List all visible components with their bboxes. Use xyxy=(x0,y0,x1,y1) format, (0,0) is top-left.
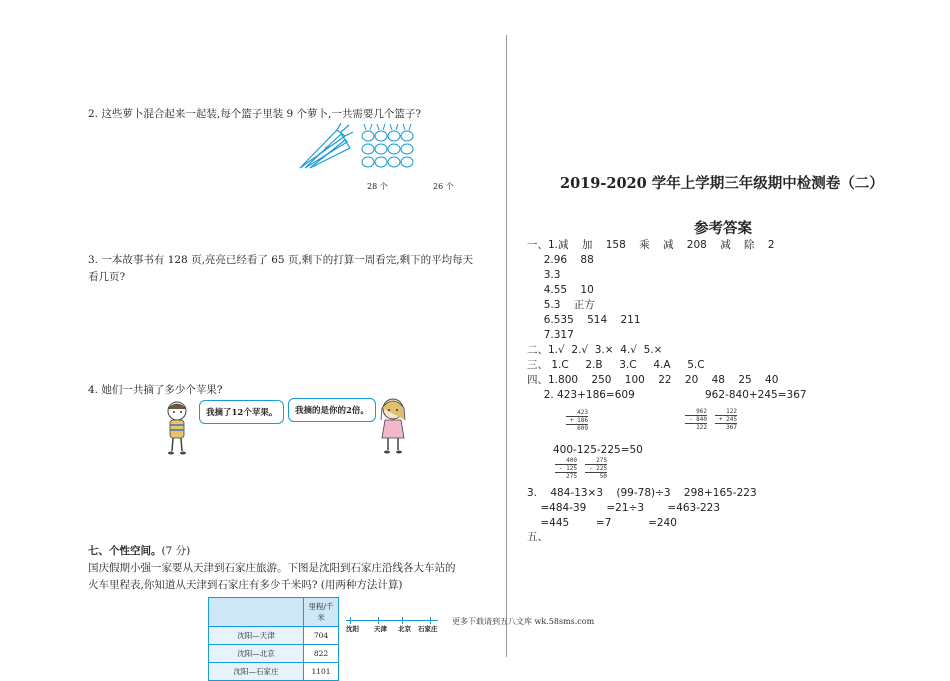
table-row xyxy=(209,663,339,681)
answer-section-5: 五、 xyxy=(527,531,548,543)
route-diagram xyxy=(346,612,438,642)
route-tick xyxy=(378,617,379,624)
table-km: 704 xyxy=(304,627,339,645)
answer-line: 2.96 88 xyxy=(527,254,594,266)
speech-bubble-left: 我摘了12个苹果。 xyxy=(199,400,284,424)
table-row xyxy=(209,645,339,663)
radish-illustration xyxy=(358,122,416,172)
vert-line: 122 xyxy=(685,423,707,431)
vert-line: 50 xyxy=(585,472,607,480)
route-label: 石家庄 xyxy=(418,625,438,633)
vert-line: 423 xyxy=(577,409,588,416)
section-7-points: (7 分) xyxy=(161,545,191,557)
carrot-illustration xyxy=(297,122,355,172)
vert-line: - 840 xyxy=(685,415,707,423)
route-label: 北京 xyxy=(398,625,411,633)
answer-line: 2. 423+186=609 xyxy=(527,389,635,401)
table-route: 沈阳—北京 xyxy=(209,645,304,663)
answer-line: 二、1.√ 2.√ 3.× 4.√ 5.× xyxy=(527,344,663,356)
vert-line: + 186 xyxy=(566,416,588,424)
section-7-heading: 七、个性空间。 xyxy=(88,545,162,557)
answer-key-heading: 参考答案 xyxy=(694,220,752,237)
answer-line: =445 =7 =240 xyxy=(527,517,677,529)
answer-line: 4.55 10 xyxy=(527,284,594,296)
table-km: 1101 xyxy=(304,663,339,681)
table-route: 沈阳—天津 xyxy=(209,627,304,645)
answer-line: =484-39 =21÷3 =463-223 xyxy=(527,502,721,514)
vertical-calc-c2 xyxy=(585,457,607,480)
vert-line: 367 xyxy=(715,423,737,431)
vertical-calc-a xyxy=(566,409,588,432)
route-tick xyxy=(350,617,351,624)
girl-right-illustration xyxy=(374,396,412,456)
carrot-count-label: 28 个 xyxy=(367,182,388,191)
vert-line: 122 xyxy=(726,408,737,415)
answer-line: 5.3 正方 xyxy=(527,299,595,311)
speech-bubble-right: 我摘的是你的2倍。 xyxy=(288,398,376,422)
answer-equation-2b: 962-840+245=367 xyxy=(705,389,807,401)
answer-line: 6.535 514 211 xyxy=(527,314,641,326)
answer-equation-3: 400-125-225=50 xyxy=(553,444,643,456)
question-3-line-2: 看几页? xyxy=(88,271,126,283)
answer-line: 3. 484-13×3 (99-78)÷3 298+165-223 xyxy=(527,487,757,499)
section-7 xyxy=(88,543,456,594)
table-header-km: 里程/千米 xyxy=(304,598,339,627)
answer-line: 7.317 xyxy=(527,329,574,341)
footer-watermark: 更多下载请到五八文库 wk.58sms.com xyxy=(452,617,595,626)
route-tick xyxy=(430,617,431,624)
question-2-text: 2. 这些萝卜混合起来一起装,每个篮子里装 9 个萝卜,一共需要几个篮子? xyxy=(88,108,422,120)
question-3-line-1: 3. 一本故事书有 128 页,亮亮已经看了 65 页,剩下的打算一周看完,剩下的平均每天 xyxy=(88,254,474,266)
answer-line: 三、 1.C 2.B 3.C 4.A 5.C xyxy=(527,359,705,371)
table-header-row xyxy=(209,598,339,627)
vert-line: - 125 xyxy=(555,464,577,472)
answer-line: 一、1.减 加 158 乘 减 208 减 除 2 xyxy=(527,239,775,251)
page-divider xyxy=(506,35,507,657)
section-7-line-2: 火车里程表,你知道从天津到石家庄有多少千米吗? (用两种方法计算) xyxy=(88,579,403,591)
answer-list xyxy=(527,238,778,403)
vertical-calc-b1 xyxy=(685,408,707,431)
vert-line: - 225 xyxy=(585,464,607,472)
route-line xyxy=(346,620,438,621)
question-3-text xyxy=(88,252,473,286)
vert-line: 609 xyxy=(566,424,588,432)
vert-line: 275 xyxy=(555,472,577,480)
mileage-table xyxy=(208,597,339,681)
vert-line: 400 xyxy=(566,457,577,464)
table-route: 沈阳—石家庄 xyxy=(209,663,304,681)
question-4-text: 4. 她们一共摘了多少个苹果? xyxy=(88,384,223,396)
table-km: 822 xyxy=(304,645,339,663)
route-label: 沈阳 xyxy=(346,625,359,633)
vertical-calc-b2 xyxy=(715,408,737,431)
answer-line: 3.3 xyxy=(527,269,561,281)
vertical-calc-c1 xyxy=(555,457,577,480)
vert-line: + 245 xyxy=(715,415,737,423)
page-title: 2019-2020 学年上学期三年级期中检测卷（二） xyxy=(560,175,884,192)
girl-left-illustration xyxy=(160,399,196,457)
section-7-line-1: 国庆假期小强一家要从天津到石家庄旅游。下图是沈阳到石家庄沿线各大车站的 xyxy=(88,562,456,574)
vert-line: 275 xyxy=(596,457,607,464)
answer-line: 四、1.800 250 100 22 20 48 25 40 xyxy=(527,374,779,386)
answer-q3-block xyxy=(527,486,757,531)
radish-count-label: 26 个 xyxy=(433,182,454,191)
route-label: 天津 xyxy=(374,625,387,633)
vert-line: 962 xyxy=(696,408,707,415)
route-tick xyxy=(402,617,403,624)
table-row xyxy=(209,627,339,645)
